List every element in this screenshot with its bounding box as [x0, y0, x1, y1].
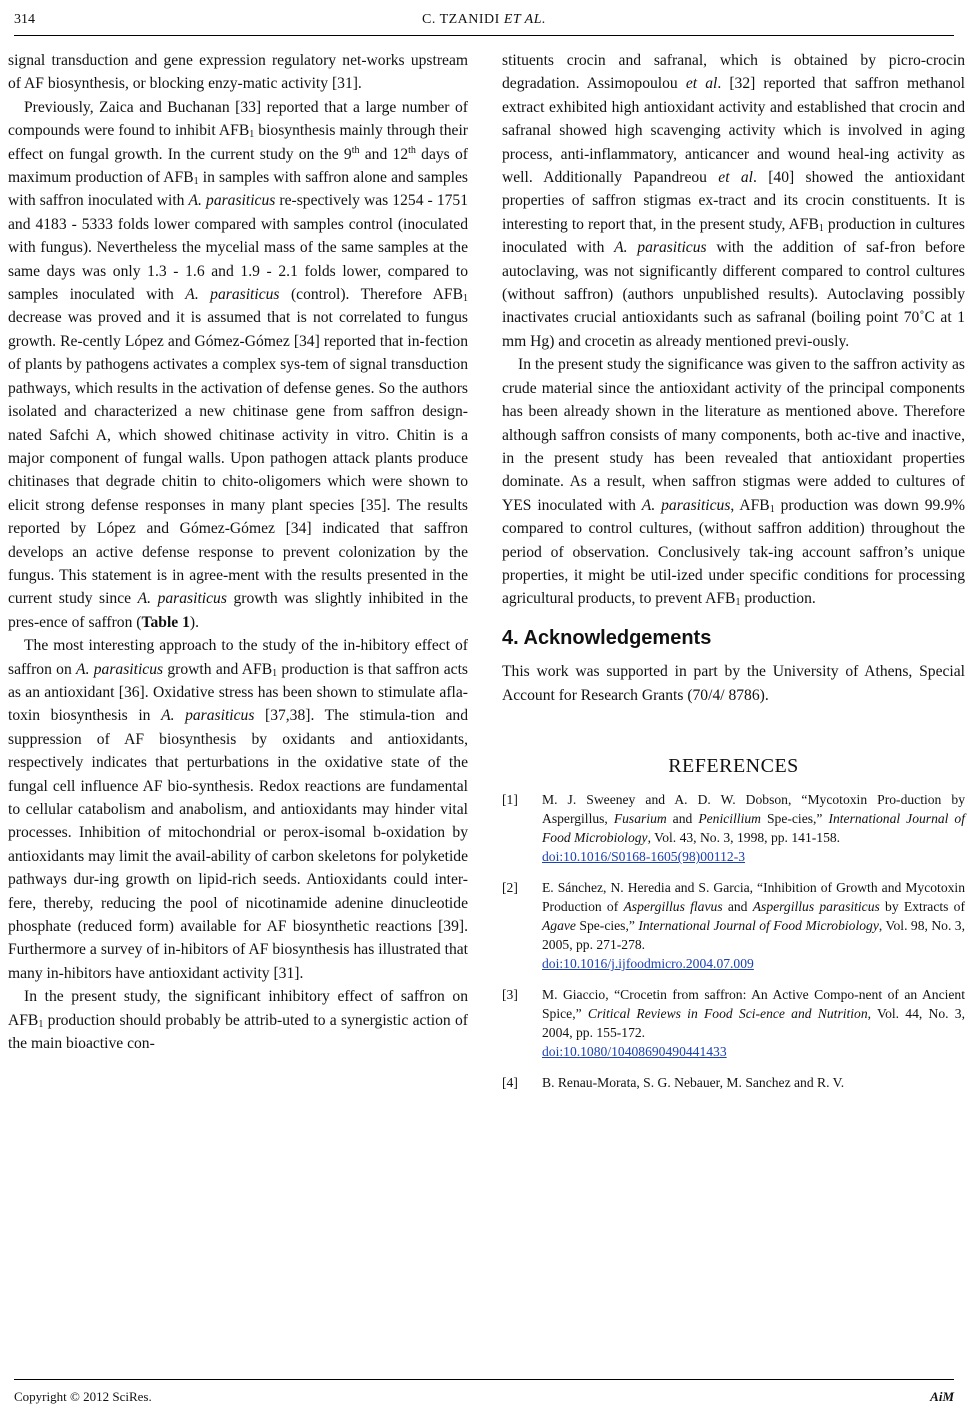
acknowledgements-text: This work was supported in part by the University of Athens, Special Account for Research Grants (70/4/ 8786).: [502, 663, 965, 704]
reference-body: M. Giaccio, “Crocetin from saffron: An Active Compo-nent of an Ancient Spice,” Critical Reviews in Food Sci-ence and Nutrition, Vol. 44, No. 3, 2004, pp. 155-172. doi:10.1080/10408690490441433: [542, 987, 965, 1060]
left-paragraph-1: signal transduction and gene expression regulatory net-works upstream of AF biosynthesis, or blocking enzy-matic activity [31].: [8, 52, 468, 93]
reference-3-doi-link[interactable]: doi:10.1080/10408690490441433: [542, 1044, 727, 1060]
reference-number: [4]: [502, 1075, 518, 1091]
references-title: REFERENCES: [668, 754, 799, 777]
left-paragraph-4: In the present study, the significant inhibitory effect of saffron on $AFB_1$ production should probably be attrib-uted to a synergistic action of the main bioactive con-: [8, 988, 468, 1053]
reference-body: B. Renau-Morata, S. G. Nebauer, M. Sanchez and R. V.: [542, 1075, 845, 1091]
right-paragraph-2: In the present study the significance was given to the saffron activity as crude material since the antioxidant activity of the principal components has been already shown in the literature as mentioned above. Therefore although saffron consists of many components, both ac-tive and inactive, in the present study has been revealed that antioxidant properties dominate. As a result, when saffron stigmas were added to cultures of YES inoculated with A. parasiticus, $AFB_1$ production was down 99.9% compared to control cultures, (without saffron addition) throughout the period of observation. Conclusively tak-ing account saffron’s unique properties, it might be util-ized under specific conditions for processing agricultural products, to prevent $AFB_1$ production.: [502, 356, 965, 609]
reference-3: [502, 985, 965, 1061]
footer-journal: AiM: [930, 1389, 954, 1404]
left-column: [8, 49, 468, 1055]
reference-1-doi-link[interactable]: doi:10.1016/S0168-1605(98)00112-3: [542, 849, 746, 865]
right-column: [502, 49, 965, 1104]
reference-number: [2]: [502, 880, 518, 896]
table-1-link[interactable]: Table 1: [141, 613, 190, 631]
running-head-etal: ET AL.: [503, 12, 546, 27]
left-paragraph-3: The most interesting approach to the study of the in-hibitory effect of saffron on A. parasiticus growth and $AFB_1$ production is that saffron acts as an antioxidant [36]. Oxidative stress has been shown to stimulate afla-toxin biosynthesis in A. parasiticus [37,38]. The stimula-tion and suppression of AF biosynthesis by oxidants and antioxidants, respectively indicates that perturbations in the oxidative state of the fungal cell influence AF bio-synthesis. Redox reactions are fundamental to cellular catabolism and anabolism, and antioxidants may hinder vital processes. Inhibition of mitochondrial or perox-isomal b-oxidation by antioxidants may limit the avail-ability of carbon skeletons for polyketide pathways dur-ing growth on lipid-rich seeds. Antioxidants could inter-fere, thereby, reducing the pool of nicotinamide adenine dinucleotide phosphate (reduced form) available for AF biosynthetic reactions [39]. Furthermore a survey of in-hibitors of AF biosynthesis has illustrated that many in-hibitors have antioxidant activity [31].: [8, 637, 468, 982]
running-head-authors: C. TZANIDI: [421, 12, 500, 27]
header-rule: [14, 35, 954, 36]
reference-1: [502, 790, 965, 866]
right-paragraph-1: stituents crocin and safranal, which is obtained by picro-crocin degradation. Assimopoulou et al. [32] reported that saffron methanol extract exhibited high antioxidant activity and established that crocin and safranal showed high scavenging activity which is involved in aging process, anti-inflammatory, anticancer and wound heal-ing activity as well. Additionally Papandreou et al. [40] showed the antioxidant properties of saffron stigmas ex-tract and its crocin constituents. It is interesting to report that, in the present study, $AFB_1$ production in cultures inoculated with A. parasiticus with the addition of saf-fron before autoclaving, was not significantly different compared to control cultures (without saffron) (authors unpublished results). Autoclaving possibly inactivates crucial antioxidants such as safranal (boiling point 70˚C at 1 mm Hg) and crocetin as already mentioned previ-ously.: [502, 52, 965, 350]
reference-body: E. Sánchez, N. Heredia and S. Garcia, “Inhibition of Growth and Mycotoxin Production of Aspergillus flavus and Aspergillus parasiticus by Extracts of Agave Spe-cies,” International Journal of Food Microbiology, Vol. 98, No. 3, 2005, pp. 271-278. doi:10.1016/j.ijfoodmicro.2004.07.009: [542, 880, 965, 972]
footer-rule: [14, 1379, 954, 1380]
running-head: [0, 12, 968, 28]
footer-copyright: Copyright © 2012 SciRes.: [14, 1389, 152, 1404]
section-heading-acknowledgements: 4. Acknowledgements: [502, 626, 712, 649]
reference-number: [1]: [502, 792, 518, 808]
reference-2-doi-link[interactable]: doi:10.1016/j.ijfoodmicro.2004.07.009: [542, 956, 754, 972]
reference-4: [502, 1073, 965, 1092]
reference-number: [3]: [502, 987, 518, 1003]
left-paragraph-2: Previously, Zaica and Buchanan [33] reported that a large number of compounds were found to inhibit $AFB_1$ biosynthesis mainly through their effect on fungal growth. In the current study on the 9th and 12th days of maximum production of $AFB_1$ in samples with saffron alone and samples with saffron inoculated with A. parasiticus re-spectively was 1254 - 1751 and 4183 - 5333 folds lower compared with samples control (inoculated with fungus). Nevertheless the mycelial mass of the same samples at the same days was only 1.3 - 1.6 and 1.9 - 2.1 folds lower, compared to samples inoculated with A. parasiticus (control). Therefore $AFB_1$ decrease was proved and it is assumed that is not correlated to fungus growth. Re-cently López and Gómez-Gómez [34] reported that in-fection of plants by pathogens activates a complex sys-tem of signal transduction pathways, which results in the activation of defense genes. So the authors isolated and characterized a new chitinase gene from saffron design-nated Safchi A, which showed chitinase activity in vitro. Chitin is a major component of fungal walls. Upon pathogen attack plants produce chitinases that degrade chitin to chito-oligomers which were shown to elicit strong defense responses in many plant species [35]. The results reported by López and Gómez-Gómez [34] indicated that saffron develops an active defense response to prevent colonization by the fungus. This statement is in agree-ment with the results presented in the current study since A. parasiticus growth was slightly inhibited in the pres-ence of saffron (Table 1).: [8, 98, 469, 631]
reference-body: M. J. Sweeney and A. D. W. Dobson, “Mycotoxin Pro-duction by Aspergillus, Fusarium and Penicillium Spe-cies,” International Journal of Food Microbiology, Vol. 43, No. 3, 1998, pp. 141-158. doi:10.1016/S0168-1605(98)00112-3: [542, 792, 966, 865]
reference-2: [502, 878, 965, 973]
page-number: 314: [14, 12, 35, 27]
